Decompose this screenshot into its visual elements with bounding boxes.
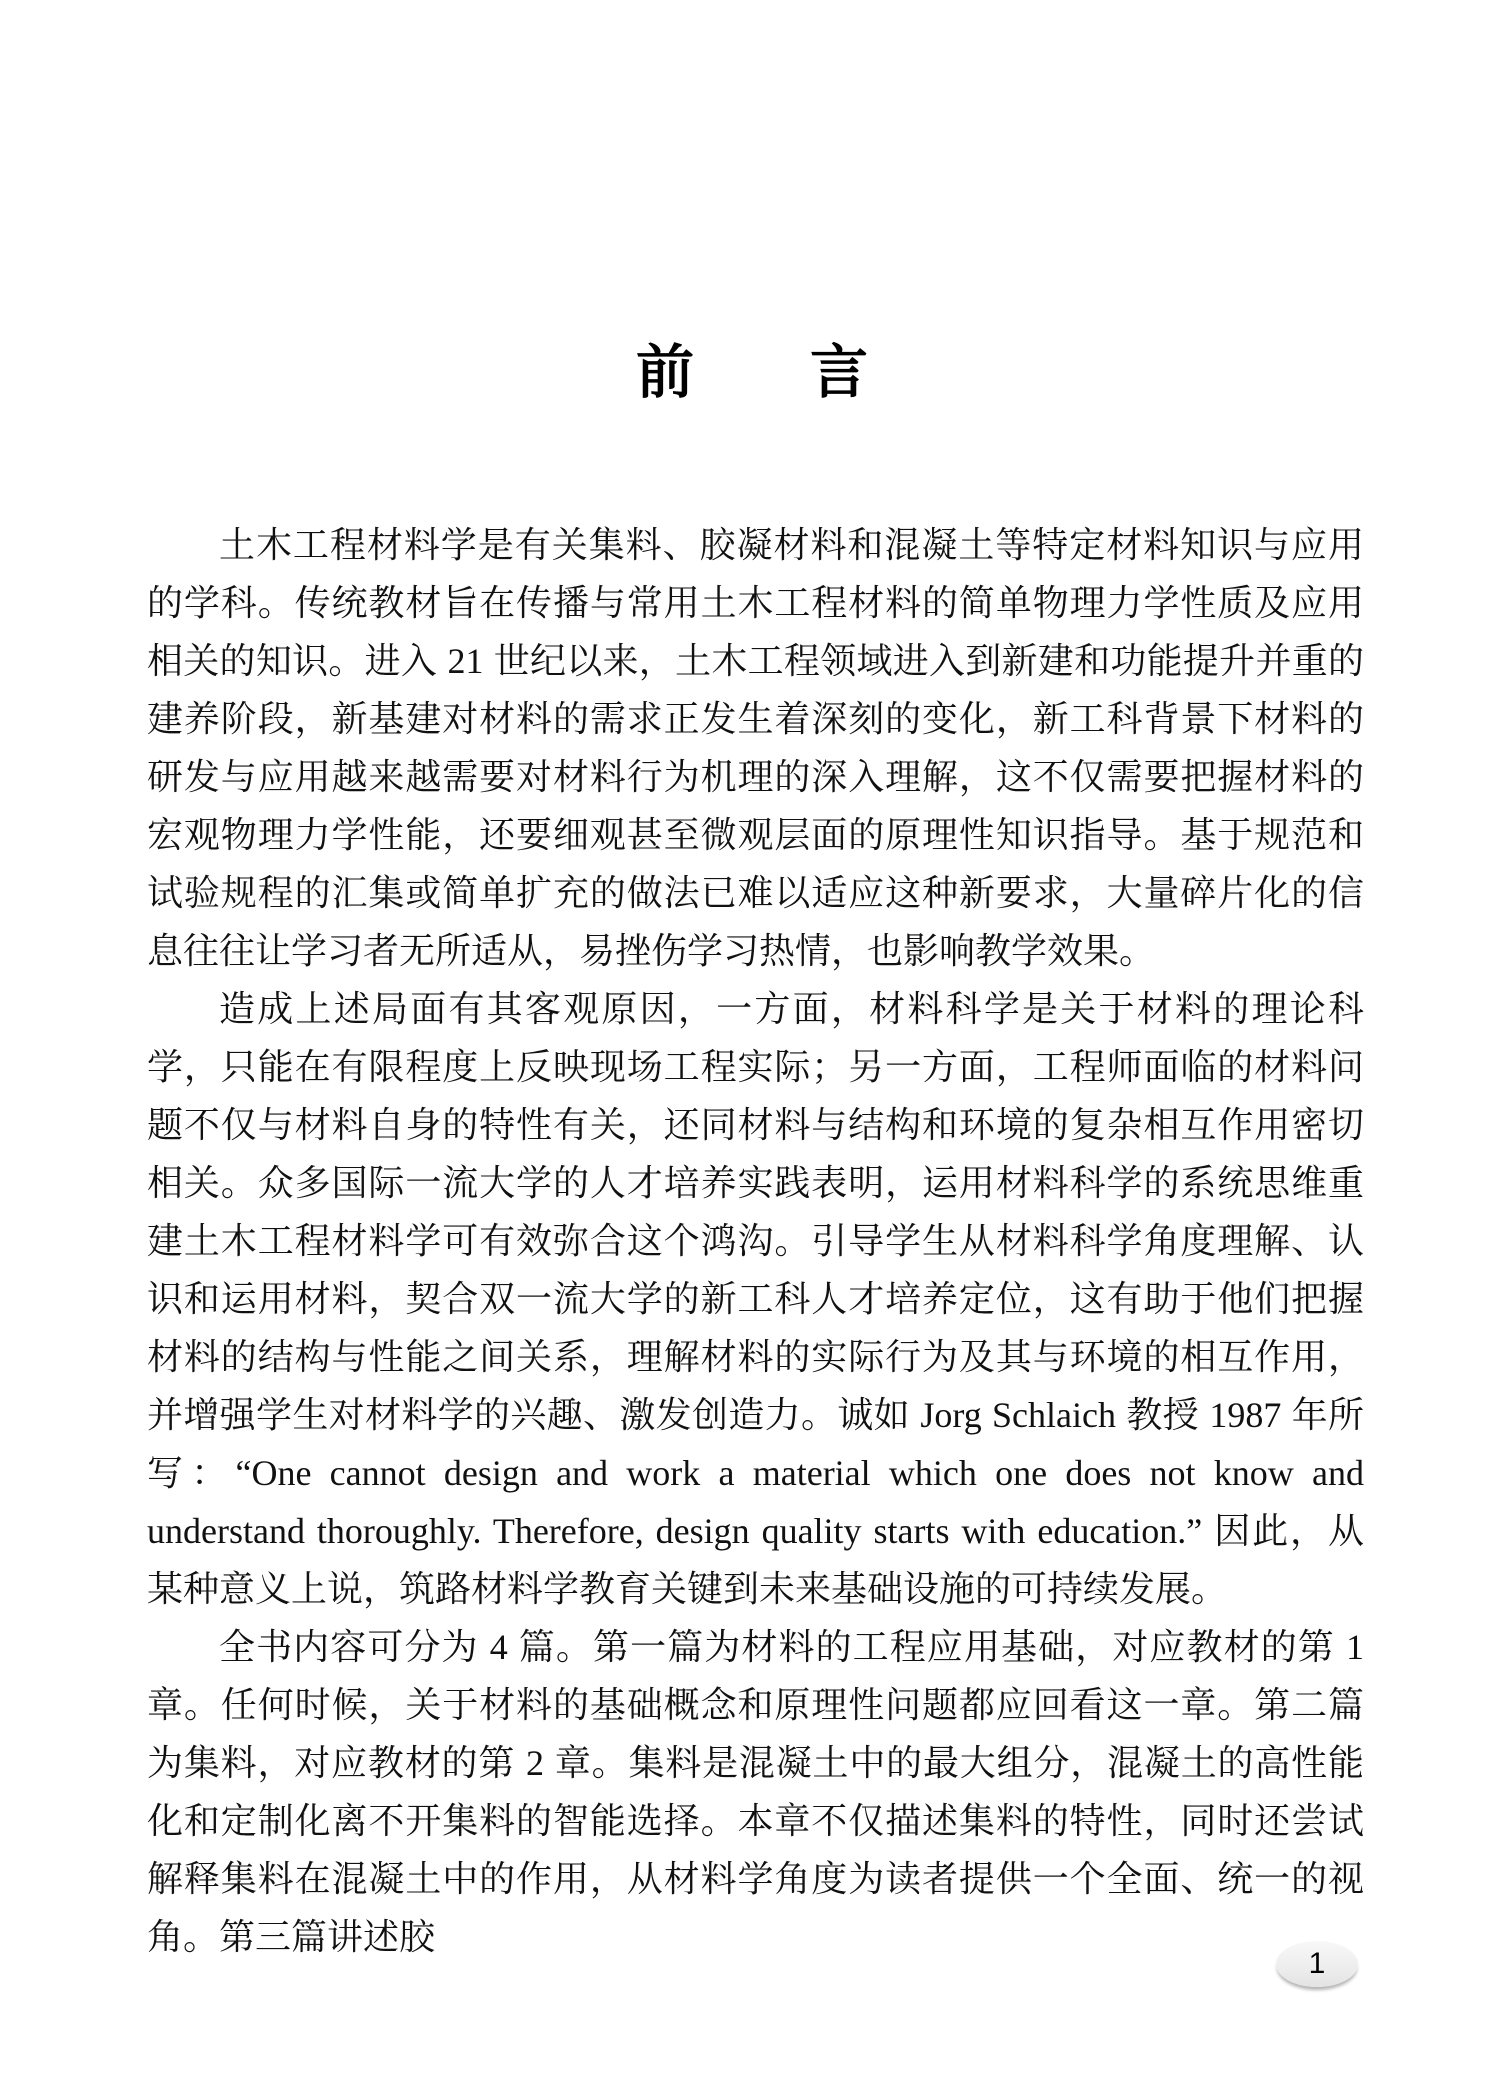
paragraph-1: 土木工程材料学是有关集料、胶凝材料和混凝土等特定材料知识与应用的学科。传统教材旨在传播与常用土木工程材料的简单物理力学性质及应用相关的知识。进入 21 世纪以来，土木工程领域进入到新建和功能提升并重的建养阶段，新基建对材料的需求正发生着深刻的变化，新工科背景下材料的研发与应用越来越需要对材料行为机理的深入理解，这不仅需要把握材料的宏观物理力学性能，还要细观甚至微观层面的原理性知识指导。基于规范和试验规程的汇集或简单扩充的做法已难以适应这种新要求，大量碎片化的信息往往让学习者无所适从，易挫伤学习热情，也影响教学效果。 (147, 525, 1364, 971)
page-title: 前 言 (635, 340, 868, 405)
page-number: 1 (1308, 1947, 1326, 1980)
paragraph-2: 造成上述局面有其客观原因，一方面，材料科学是关于材料的理论科学，只能在有限程度上反映现场工程实际；另一方面，工程师面临的材料问题不仅与材料自身的特性有关，还同材料与结构和环境的复杂相互作用密切相关。众多国际一流大学的人才培养实践表明，运用材料科学的系统思维重建土木工程材料学可有效弥合这个鸿沟。引导学生从材料科学角度理解、认识和运用材料，契合双一流大学的新工科人才培养定位，这有助于他们把握材料的结构与性能之间关系，理解材料的实际行为及其与环境的相互作用，并增强学生对材料学的兴趣、激发创造力。诚如 Jorg Schlaich 教授 1987 年所写：“One cannot design and work a material which one does not know and understand thoroughly. Therefore, design quality starts with education.” 因此，从某种意义上说，筑路材料学教育关键到未来基础设施的可持续发展。 (147, 989, 1364, 1609)
page-number-badge (1276, 1941, 1358, 1987)
paragraph-3: 全书内容可分为 4 篇。第一篇为材料的工程应用基础，对应教材的第 1 章。任何时候，关于材料的基础概念和原理性问题都应回看这一章。第二篇为集料，对应教材的第 2 章。集料是混凝土中的最大组分，混凝土的高性能化和定制化离不开集料的智能选择。本章不仅描述集料的特性，同时还尝试解释集料在混凝土中的作用，从材料学角度为读者提供一个全面、统一的视角。第三篇讲述胶 (147, 1627, 1364, 1957)
preface-body (147, 516, 1364, 1966)
